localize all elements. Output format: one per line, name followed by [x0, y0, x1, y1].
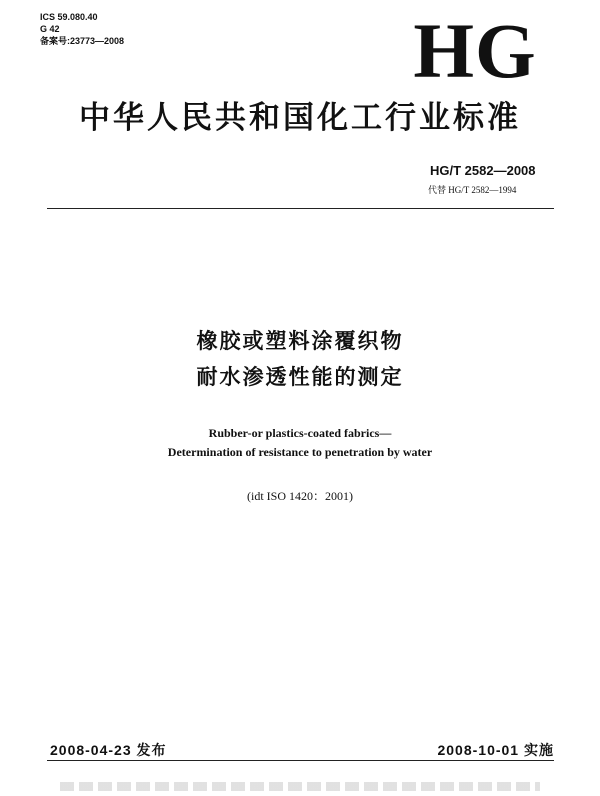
header-divider — [47, 208, 554, 209]
record-number: 备案号:23773—2008 — [40, 36, 125, 46]
english-title-line-2: Determination of resistance to penetration by water — [167, 445, 433, 459]
chinese-title-line-1: 橡胶或塑料涂覆织物 — [196, 330, 404, 353]
classification-code: G 42 — [40, 24, 60, 34]
publish-date: 2008-04-23 发布 — [50, 742, 167, 758]
footer-divider — [47, 760, 554, 761]
standard-number: HG/T 2582—2008 — [430, 163, 536, 178]
ics-code: ICS 59.080.40 — [40, 12, 98, 22]
hg-logo: HG — [413, 7, 537, 94]
english-title-line-1: Rubber-or plastics-coated fabrics— — [208, 426, 392, 440]
national-standard-title: 中华人民共和国化工行业标准 — [79, 100, 521, 135]
chinese-title-line-2: 耐水渗透性能的测定 — [196, 366, 404, 389]
implement-date: 2008-10-01 实施 — [437, 742, 554, 758]
footer-faded-text — [60, 782, 540, 791]
iso-equivalence: (idt ISO 1420：2001) — [247, 489, 353, 503]
replaces-standard: 代替 HG/T 2582—1994 — [428, 185, 517, 195]
